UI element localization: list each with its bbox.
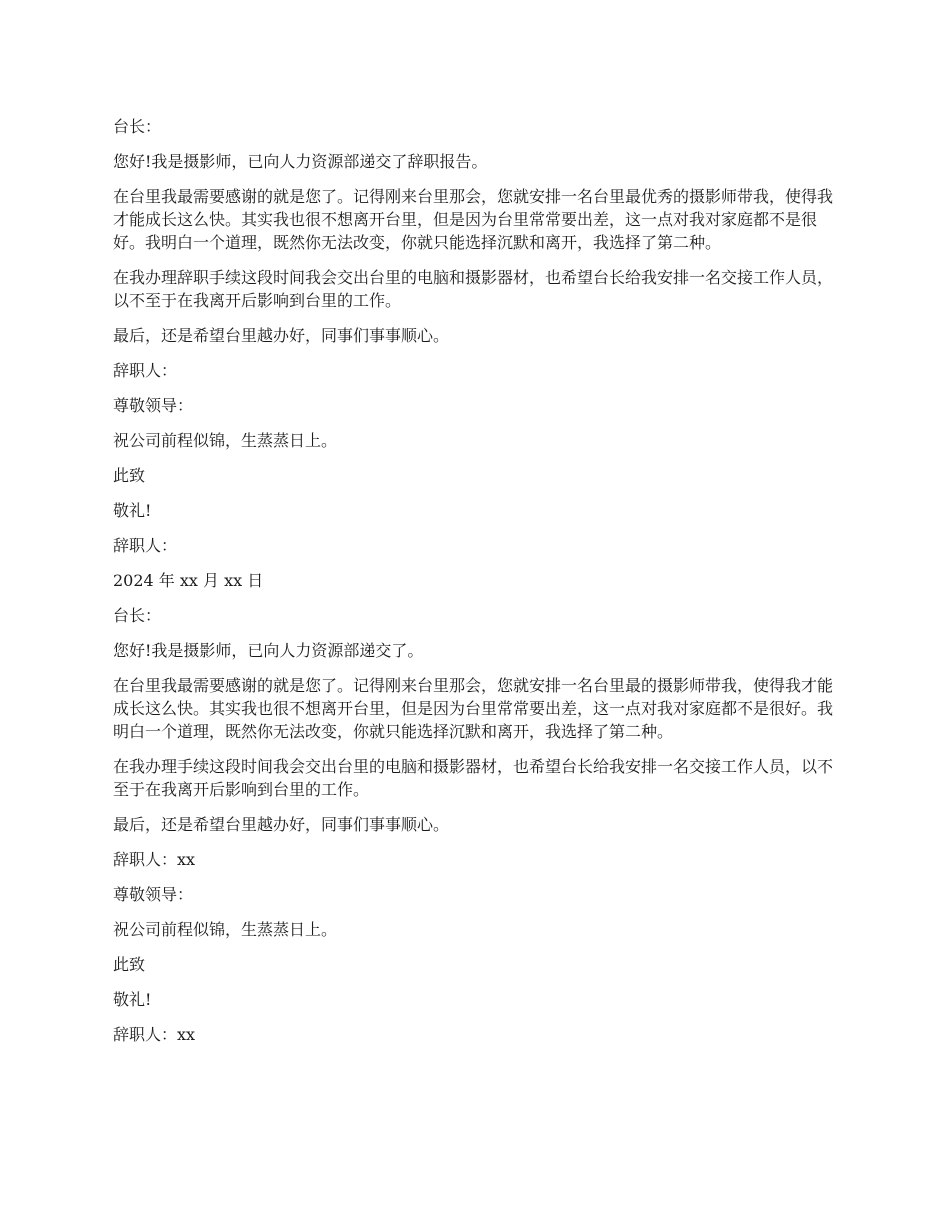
- signature-label: 辞职人：: [113, 361, 178, 380]
- salutation: 台长：: [113, 117, 162, 136]
- salutation: 尊敬领导：: [113, 885, 194, 904]
- closing-paragraph: 最后，还是希望台里越办好，同事们事事顺心。: [113, 815, 450, 834]
- closing-paragraph: 最后，还是希望台里越办好，同事们事事顺心。: [113, 326, 450, 345]
- body-paragraph: 在我办理辞职手续这段时间我会交出台里的电脑和摄影器材，也希望台长给我安排一名交接工作人员，以不至于在我离开后影响到台里的工作。: [113, 268, 834, 310]
- body-paragraph: 在我办理手续这段时间我会交出台里的电脑和摄影器材，也希望台长给我安排一名交接工作人员，以不至于在我离开后影响到台里的工作。: [113, 757, 834, 799]
- greeting-paragraph: 您好!我是摄影师，已向人力资源部递交了。: [113, 641, 424, 660]
- salutation: 台长：: [113, 606, 162, 625]
- closing-line: 敬礼!: [113, 501, 152, 520]
- date-line: 2024 年 xx 月 xx 日: [113, 571, 264, 590]
- body-paragraph: 在台里我最需要感谢的就是您了。记得刚来台里那会，您就安排一名台里最优秀的摄影师带我，使得我才能成长这么快。其实我也很不想离开台里，但是因为台里常常要出差，这一点对我对家庭都不是很好。我明白一个道理，既然你无法改变，你就只能选择沉默和离开，我选择了第二种。: [113, 187, 834, 252]
- salutation: 尊敬领导：: [113, 396, 194, 415]
- signature-label: 辞职人：: [113, 536, 178, 555]
- greeting-paragraph: 您好!我是摄影师，已向人力资源部递交了辞职报告。: [113, 152, 488, 171]
- signature-label: 辞职人：xx: [113, 1025, 196, 1044]
- wish-line: 祝公司前程似锦，生蒸蒸日上。: [113, 920, 338, 939]
- document-body: [113, 115, 840, 1058]
- closing-line: 敬礼!: [113, 990, 152, 1009]
- signature-label: 辞职人：xx: [113, 850, 196, 869]
- body-paragraph: 在台里我最需要感谢的就是您了。记得刚来台里那会，您就安排一名台里最的摄影师带我，使得我才能成长这么快。其实我也很不想离开台里，但是因为台里常常要出差，这一点对我对家庭都不是很好。我明白一个道理，既然你无法改变，你就只能选择沉默和离开，我选择了第二种。: [113, 676, 834, 741]
- wish-line: 祝公司前程似锦，生蒸蒸日上。: [113, 431, 338, 450]
- closing-line: 此致: [113, 955, 146, 974]
- closing-line: 此致: [113, 466, 146, 485]
